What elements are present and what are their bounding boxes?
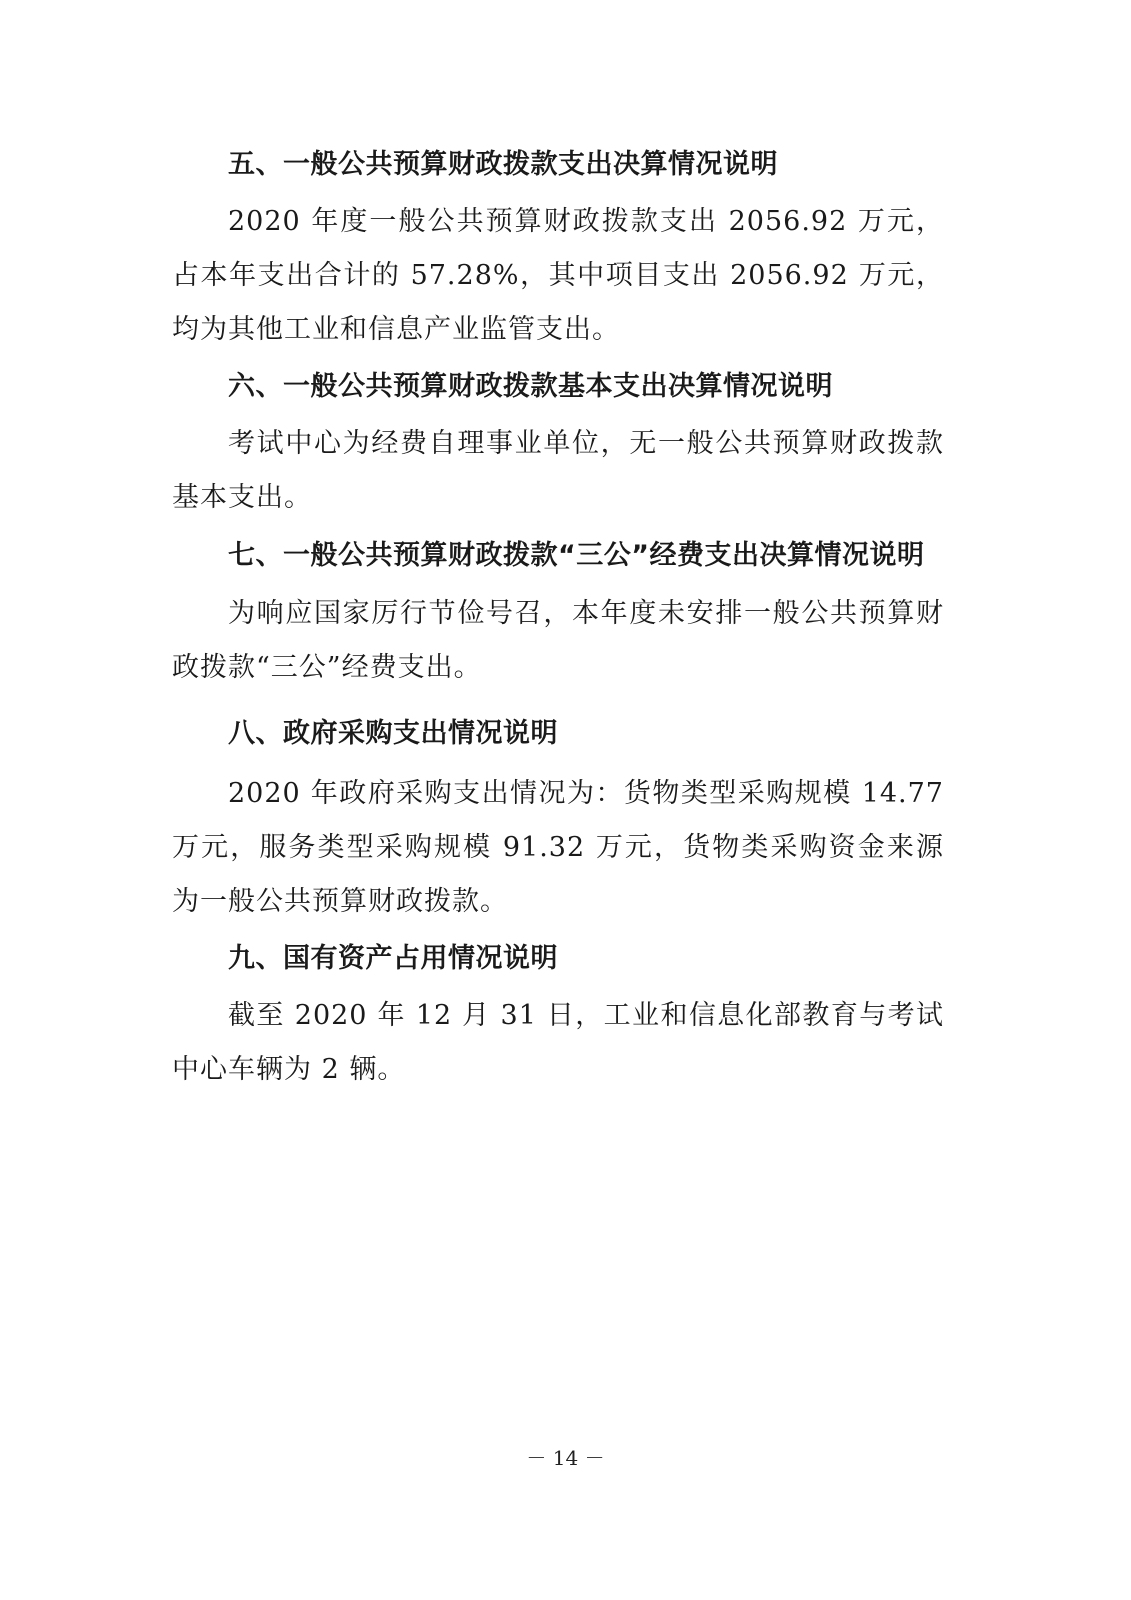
document-body (172, 138, 944, 1097)
section-body-8: 2020 年政府采购支出情况为：货物类型采购规模 14.77 万元，服务类型采购规模 91.32 万元，货物类采购资金来源为一般公共预算财政拨款。 (172, 778, 944, 917)
page-number: － 14 － (526, 1446, 605, 1470)
section-heading-6: 六、一般公共预算财政拨款基本支出决算情况说明 (228, 371, 833, 402)
section-body-6: 考试中心为经费自理事业单位，无一般公共预算财政拨款基本支出。 (172, 428, 944, 513)
section-heading-9: 九、国有资产占用情况说明 (228, 943, 558, 974)
section-body-5: 2020 年度一般公共预算财政拨款支出 2056.92 万元，占本年支出合计的 57.28%，其中项目支出 2056.92 万元，均为其他工业和信息产业监管支出。 (172, 206, 944, 345)
section-body-7: 为响应国家厉行节俭号召，本年度未安排一般公共预算财政拨款“三公”经费支出。 (172, 598, 944, 683)
section-body-9: 截至 2020 年 12 月 31 日，工业和信息化部教育与考试中心车辆为 2 辆。 (172, 1000, 944, 1085)
section-heading-7: 七、一般公共预算财政拨款“三公”经费支出决算情况说明 (228, 540, 925, 571)
section-heading-8: 八、政府采购支出情况说明 (228, 718, 558, 749)
section-heading-5: 五、一般公共预算财政拨款支出决算情况说明 (228, 149, 778, 180)
